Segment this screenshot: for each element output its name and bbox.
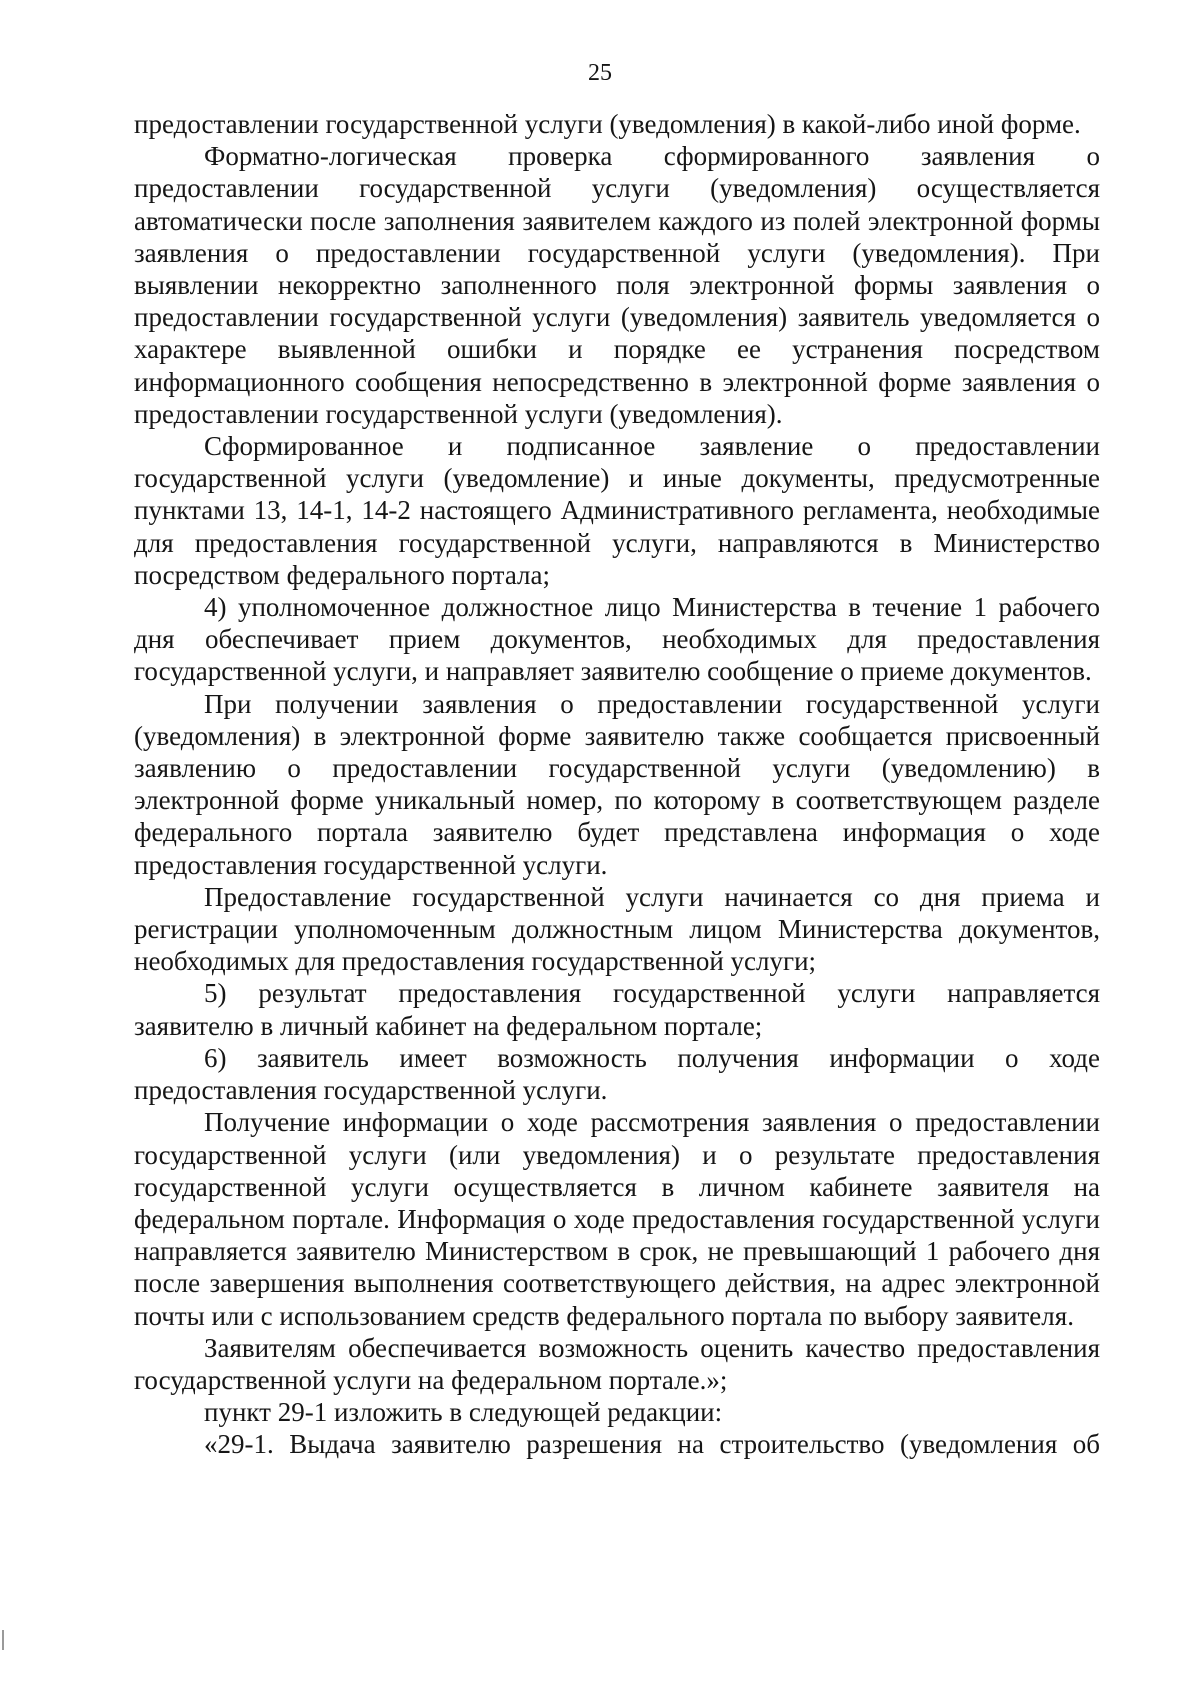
paragraph-quality-rating: Заявителям обеспечивается возможность оценить качество предоставления государственной услуги на федеральном портале.»;: [134, 1332, 1100, 1395]
paragraph-amendment-instruction: пункт 29-1 изложить в следующей редакции:: [204, 1397, 723, 1428]
paragraph-item-5: 5) результат предоставления государственной услуги направляется заявителю в личный кабинет на федеральном портале;: [134, 978, 1100, 1041]
paragraph-service-start: Предоставление государственной услуги начинается со дня приема и регистрации уполномоченным должностным лицом Министерства документов, необходимых для предоставления государственной услуги;: [134, 881, 1100, 977]
paragraph-item-29-1: «29-1. Выдача заявителю разрешения на строительство (уведомления об: [204, 1429, 1100, 1460]
paragraph-item-4: 4) уполномоченное должностное лицо Министерства в течение 1 рабочего дня обеспечивает прием документов, необходимых для предоставления государственной услуги, и направляет заявителю сообщение о приеме документов.: [134, 592, 1100, 687]
document-body: [134, 108, 1100, 1461]
paragraph-format-check: Форматно-логическая проверка сформированного заявления о предоставлении государственной услуги (уведомления) осуществляется автоматически после заполнения заявителем каждого из полей электронной формы заявления о предоставлении государственной услуги (уведомления). При выявлении некорректно заполненного поля электронной формы заявления о предоставлении государственной услуги (уведомления) заявитель уведомляется о характере выявленной ошибки и порядке ее устранения посредством информационного сообщения непосредственно в электронной форме заявления о предоставлении государственной услуги (уведомления).: [134, 141, 1100, 429]
paragraph-progress-info: Получение информации о ходе рассмотрения заявления о предоставлении государственной услуги (или уведомления) и о результате предоставления государственной услуги осуществляется в личном кабинете заявителя на федеральном портале. Информация о ходе предоставления государственной услуги направляется заявителю Министерством в срок, не превышающий 1 рабочего дня после завершения выполнения соответствующего действия, на адрес электронной почты или с использованием средств федерального портала по выбору заявителя.: [134, 1107, 1100, 1331]
scan-edge-mark: [2, 1630, 4, 1650]
paragraph-continuation: предоставлении государственной услуги (уведомления) в какой-либо иной форме.: [134, 109, 1081, 139]
paragraph-submitted-application: Сформированное и подписанное заявление о предоставлении государственной услуги (уведомление) и иные документы, предусмотренные пунктами 13, 14-1, 14-2 настоящего Административного регламента, необходимые для предоставления государственной услуги, направляются в Министерство посредством федерального портала;: [134, 431, 1100, 590]
page-number: 25: [588, 60, 612, 86]
paragraph-unique-number: При получении заявления о предоставлении государственной услуги (уведомления) в электронной форме заявителю также сообщается присвоенный заявлению о предоставлении государственной услуги (уведомлению) в электронной форме уникальный номер, по которому в соответствующем разделе федерального портала заявителю будет представлена информация о ходе предоставления государственной услуги.: [134, 688, 1100, 880]
paragraph-item-6: 6) заявитель имеет возможность получения информации о ходе предоставления государственной услуги.: [134, 1042, 1100, 1106]
